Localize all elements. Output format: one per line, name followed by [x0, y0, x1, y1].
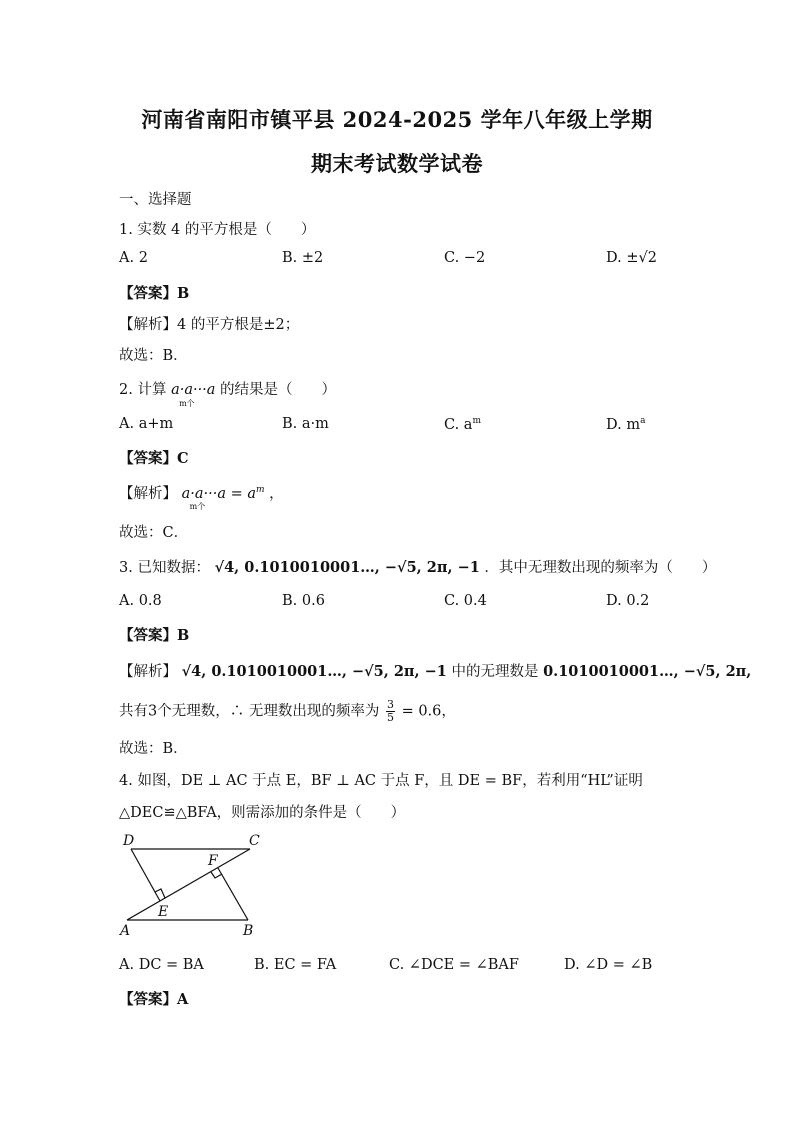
exam-title-line2: 期末考试数学试卷	[311, 151, 483, 176]
label-a: A	[120, 923, 131, 939]
q2-stem-under: m个	[179, 399, 195, 408]
q1-option-b: B. ±2	[282, 250, 324, 266]
q3-analysis-prefix: 【解析】	[119, 664, 177, 680]
q3-analysis-irrationals: 0.1010010001…, −√5, 2π,	[543, 663, 752, 680]
q3-conclusion: 故选：B．	[119, 741, 188, 757]
q2-option-c-text: C. a	[444, 416, 473, 433]
q4-option-a: A. DC = BA	[119, 957, 204, 973]
label-c: C	[249, 833, 260, 849]
q3-option-b: B. 0.6	[282, 593, 325, 609]
q2-stem-expression	[171, 382, 216, 408]
q4-option-c: C. ∠DCE = ∠BAF	[389, 957, 519, 973]
q1-option-a: A. 2	[119, 250, 148, 266]
section-heading: 一、选择题	[119, 192, 192, 208]
q3-analysis-mid: 中的无理数是	[451, 664, 539, 680]
q2-analysis-prefix: 【解析】	[119, 486, 177, 502]
q3-stem-prefix: 3. 已知数据：	[119, 560, 210, 576]
q3-stem-suffix: ．其中无理数出现的频率为（ ）	[484, 560, 717, 576]
q3-line2-prefix: 共有3个无理数，∴ 无理数出现的频率为	[119, 703, 380, 720]
q2-stem	[119, 378, 337, 408]
q2-analysis	[119, 482, 284, 512]
q4-option-d: D. ∠D = ∠B	[564, 957, 653, 973]
q2-analysis-expr-text: a·a···a = a	[181, 486, 256, 502]
q3-analysis-line2	[119, 699, 456, 724]
q3-fraction-numerator: 3	[386, 698, 394, 711]
label-f: F	[208, 853, 218, 869]
q3-option-d: D. 0.2	[606, 593, 650, 609]
q2-option-d-sup: a	[640, 416, 646, 426]
q4-stem-line2: △DEC≌△BFA，则需添加的条件是（ ）	[119, 805, 406, 821]
q2-analysis-sup: m	[256, 485, 265, 496]
q2-option-b-text: B. a·m	[282, 416, 329, 432]
q3-answer: 【答案】B	[119, 627, 190, 644]
q1-option-c: C. −2	[444, 250, 486, 266]
q4-option-b: B. EC = FA	[254, 957, 337, 973]
q1-answer: 【答案】B	[119, 285, 190, 302]
q1-conclusion: 故选：B．	[119, 348, 188, 364]
q2-option-d-text: D. m	[606, 416, 641, 433]
q2-stem-expr-text: a·a···a	[171, 382, 216, 398]
q1-option-d: D. ±√2	[606, 250, 657, 266]
q3-line2-suffix: = 0.6，	[401, 703, 456, 720]
label-d: D	[123, 833, 135, 849]
segment-bf	[218, 868, 248, 920]
exam-title-line1: 河南省南阳市镇平县 2024-2025 学年八年级上学期	[141, 107, 653, 132]
q4-stem-line1: 4. 如图，DE ⊥ AC 于点 E，BF ⊥ AC 于点 F，且 DE = BF，若利用“HL”证明	[119, 773, 643, 789]
q3-analysis	[119, 660, 751, 681]
label-e: E	[158, 904, 169, 920]
q3-stem-data: √4, 0.1010010001…, −√5, 2π, −1	[214, 559, 480, 576]
q2-analysis-suffix: ，	[269, 486, 284, 502]
q3-option-c: C. 0.4	[444, 593, 487, 609]
q2-stem-suffix: 的结果是（ ）	[220, 382, 337, 398]
q3-fraction	[386, 699, 395, 724]
q2-option-b	[282, 416, 329, 432]
q2-option-a	[119, 416, 173, 432]
q3-fraction-denominator: 5	[386, 711, 394, 724]
q2-conclusion: 故选：C．	[119, 525, 189, 541]
q1-analysis: 【解析】4 的平方根是±2；	[119, 317, 300, 333]
q2-analysis-under: m个	[189, 502, 206, 512]
q3-option-a: A. 0.8	[119, 593, 162, 609]
q2-option-d	[606, 416, 645, 433]
geometry-figure	[114, 832, 274, 942]
label-b: B	[243, 923, 254, 939]
q4-answer: 【答案】A	[119, 991, 189, 1008]
q2-stem-prefix: 2. 计算	[119, 382, 167, 398]
q1-stem: 1. 实数 4 的平方根是（ ）	[119, 222, 316, 238]
q2-answer: 【答案】C	[119, 450, 189, 467]
segment-de	[131, 849, 160, 901]
q2-analysis-expression	[181, 485, 265, 512]
q2-option-a-text: A. a+m	[119, 416, 174, 432]
q3-stem	[119, 556, 716, 577]
segment-ac	[127, 849, 250, 920]
q2-option-c-sup: m	[472, 416, 481, 426]
q3-analysis-data: √4, 0.1010010001…, −√5, 2π, −1	[181, 663, 447, 680]
q2-option-c	[444, 416, 481, 433]
